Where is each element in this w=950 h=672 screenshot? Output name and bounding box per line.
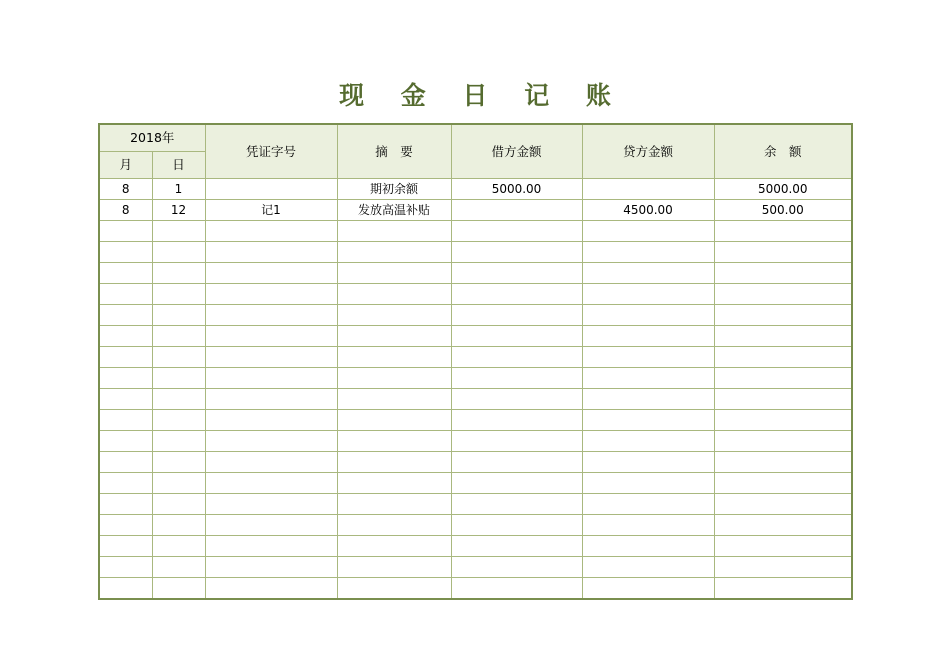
- year-header: 2018年: [99, 124, 205, 152]
- cell-day: 12: [152, 200, 205, 221]
- empty-cell: [99, 410, 152, 431]
- summary-header: 摘 要: [337, 124, 451, 179]
- empty-row: [99, 368, 852, 389]
- empty-cell: [714, 221, 852, 242]
- empty-cell: [99, 431, 152, 452]
- empty-cell: [99, 305, 152, 326]
- empty-cell: [205, 410, 337, 431]
- empty-cell: [337, 326, 451, 347]
- empty-cell: [714, 578, 852, 600]
- debit-header: 借方金额: [451, 124, 582, 179]
- empty-cell: [152, 557, 205, 578]
- empty-cell: [714, 515, 852, 536]
- empty-cell: [714, 473, 852, 494]
- empty-cell: [714, 242, 852, 263]
- empty-cell: [152, 326, 205, 347]
- empty-row: [99, 221, 852, 242]
- empty-cell: [205, 557, 337, 578]
- empty-cell: [714, 284, 852, 305]
- cell-month: 8: [99, 179, 152, 200]
- empty-cell: [152, 536, 205, 557]
- empty-cell: [714, 263, 852, 284]
- empty-cell: [152, 578, 205, 600]
- credit-header: 贷方金额: [582, 124, 714, 179]
- empty-cell: [451, 389, 582, 410]
- empty-cell: [714, 494, 852, 515]
- empty-cell: [205, 347, 337, 368]
- empty-cell: [99, 221, 152, 242]
- balance-header: 余 额: [714, 124, 852, 179]
- empty-cell: [205, 452, 337, 473]
- empty-cell: [337, 578, 451, 600]
- empty-row: [99, 473, 852, 494]
- empty-cell: [337, 263, 451, 284]
- empty-cell: [152, 347, 205, 368]
- empty-cell: [99, 347, 152, 368]
- empty-row: [99, 452, 852, 473]
- empty-cell: [714, 326, 852, 347]
- empty-cell: [337, 452, 451, 473]
- empty-cell: [582, 389, 714, 410]
- empty-cell: [152, 221, 205, 242]
- cell-debit: [451, 200, 582, 221]
- empty-cell: [714, 305, 852, 326]
- empty-cell: [152, 410, 205, 431]
- empty-cell: [205, 221, 337, 242]
- empty-cell: [152, 431, 205, 452]
- empty-cell: [152, 452, 205, 473]
- empty-cell: [205, 473, 337, 494]
- empty-cell: [582, 557, 714, 578]
- empty-cell: [99, 557, 152, 578]
- empty-cell: [337, 410, 451, 431]
- empty-cell: [99, 284, 152, 305]
- empty-cell: [99, 515, 152, 536]
- cell-debit: 5000.00: [451, 179, 582, 200]
- empty-cell: [582, 536, 714, 557]
- empty-cell: [205, 368, 337, 389]
- empty-cell: [152, 263, 205, 284]
- empty-cell: [714, 557, 852, 578]
- empty-cell: [99, 473, 152, 494]
- cell-credit: [582, 179, 714, 200]
- empty-row: [99, 284, 852, 305]
- empty-cell: [99, 536, 152, 557]
- empty-cell: [582, 263, 714, 284]
- empty-cell: [337, 284, 451, 305]
- empty-cell: [451, 242, 582, 263]
- empty-row: [99, 494, 852, 515]
- empty-cell: [582, 431, 714, 452]
- empty-cell: [337, 221, 451, 242]
- empty-cell: [451, 263, 582, 284]
- empty-row: [99, 515, 852, 536]
- empty-row: [99, 347, 852, 368]
- empty-cell: [152, 368, 205, 389]
- empty-cell: [451, 284, 582, 305]
- cell-balance: 500.00: [714, 200, 852, 221]
- empty-cell: [99, 389, 152, 410]
- empty-cell: [337, 515, 451, 536]
- month-header: 月: [99, 152, 152, 179]
- empty-cell: [337, 536, 451, 557]
- voucher-header: 凭证字号: [205, 124, 337, 179]
- empty-cell: [451, 515, 582, 536]
- empty-cell: [451, 578, 582, 600]
- empty-cell: [714, 431, 852, 452]
- empty-cell: [205, 263, 337, 284]
- empty-cell: [99, 326, 152, 347]
- page-title: 现 金 日 记 账: [339, 81, 625, 110]
- empty-cell: [714, 410, 852, 431]
- empty-cell: [152, 494, 205, 515]
- empty-cell: [582, 410, 714, 431]
- empty-cell: [582, 473, 714, 494]
- empty-cell: [451, 305, 582, 326]
- empty-cell: [582, 284, 714, 305]
- empty-cell: [582, 368, 714, 389]
- empty-row: [99, 389, 852, 410]
- empty-cell: [582, 305, 714, 326]
- empty-cell: [205, 431, 337, 452]
- empty-row: [99, 557, 852, 578]
- empty-cell: [582, 578, 714, 600]
- empty-cell: [337, 305, 451, 326]
- empty-row: [99, 578, 852, 600]
- empty-cell: [337, 473, 451, 494]
- empty-cell: [714, 389, 852, 410]
- empty-cell: [152, 389, 205, 410]
- empty-cell: [152, 242, 205, 263]
- empty-row: [99, 410, 852, 431]
- empty-cell: [205, 536, 337, 557]
- empty-cell: [152, 284, 205, 305]
- day-header: 日: [152, 152, 205, 179]
- cell-voucher: 记1: [205, 200, 337, 221]
- empty-cell: [582, 326, 714, 347]
- empty-cell: [99, 578, 152, 600]
- empty-cell: [714, 347, 852, 368]
- empty-cell: [451, 326, 582, 347]
- empty-cell: [152, 473, 205, 494]
- empty-cell: [205, 305, 337, 326]
- empty-row: [99, 263, 852, 284]
- table-row: [99, 179, 852, 200]
- cell-summary: 发放高温补贴: [337, 200, 451, 221]
- empty-cell: [714, 536, 852, 557]
- empty-cell: [451, 536, 582, 557]
- empty-row: [99, 326, 852, 347]
- empty-cell: [99, 242, 152, 263]
- empty-row: [99, 431, 852, 452]
- empty-cell: [152, 305, 205, 326]
- empty-cell: [582, 242, 714, 263]
- empty-cell: [99, 494, 152, 515]
- cell-voucher: [205, 179, 337, 200]
- empty-cell: [582, 494, 714, 515]
- header-row-1: [99, 124, 852, 152]
- empty-cell: [451, 221, 582, 242]
- empty-cell: [337, 494, 451, 515]
- empty-cell: [714, 368, 852, 389]
- empty-cell: [337, 389, 451, 410]
- empty-cell: [99, 452, 152, 473]
- empty-cell: [205, 284, 337, 305]
- empty-cell: [99, 368, 152, 389]
- empty-row: [99, 536, 852, 557]
- empty-cell: [152, 515, 205, 536]
- empty-cell: [205, 578, 337, 600]
- empty-cell: [582, 221, 714, 242]
- empty-cell: [205, 515, 337, 536]
- empty-cell: [451, 431, 582, 452]
- cash-journal-table: [98, 123, 853, 600]
- cell-day: 1: [152, 179, 205, 200]
- cell-balance: 5000.00: [714, 179, 852, 200]
- empty-cell: [337, 431, 451, 452]
- empty-cell: [451, 494, 582, 515]
- empty-row: [99, 242, 852, 263]
- empty-cell: [451, 473, 582, 494]
- cell-credit: 4500.00: [582, 200, 714, 221]
- empty-row: [99, 305, 852, 326]
- empty-cell: [582, 347, 714, 368]
- cell-summary: 期初余额: [337, 179, 451, 200]
- empty-cell: [205, 326, 337, 347]
- empty-cell: [337, 557, 451, 578]
- empty-cell: [337, 368, 451, 389]
- empty-cell: [714, 452, 852, 473]
- empty-cell: [451, 452, 582, 473]
- empty-cell: [582, 515, 714, 536]
- empty-cell: [582, 452, 714, 473]
- empty-cell: [205, 494, 337, 515]
- empty-cell: [451, 347, 582, 368]
- cell-month: 8: [99, 200, 152, 221]
- table-row: [99, 200, 852, 221]
- empty-cell: [337, 347, 451, 368]
- empty-cell: [451, 368, 582, 389]
- empty-cell: [205, 389, 337, 410]
- empty-cell: [451, 410, 582, 431]
- empty-cell: [337, 242, 451, 263]
- empty-cell: [205, 242, 337, 263]
- empty-cell: [451, 557, 582, 578]
- empty-cell: [99, 263, 152, 284]
